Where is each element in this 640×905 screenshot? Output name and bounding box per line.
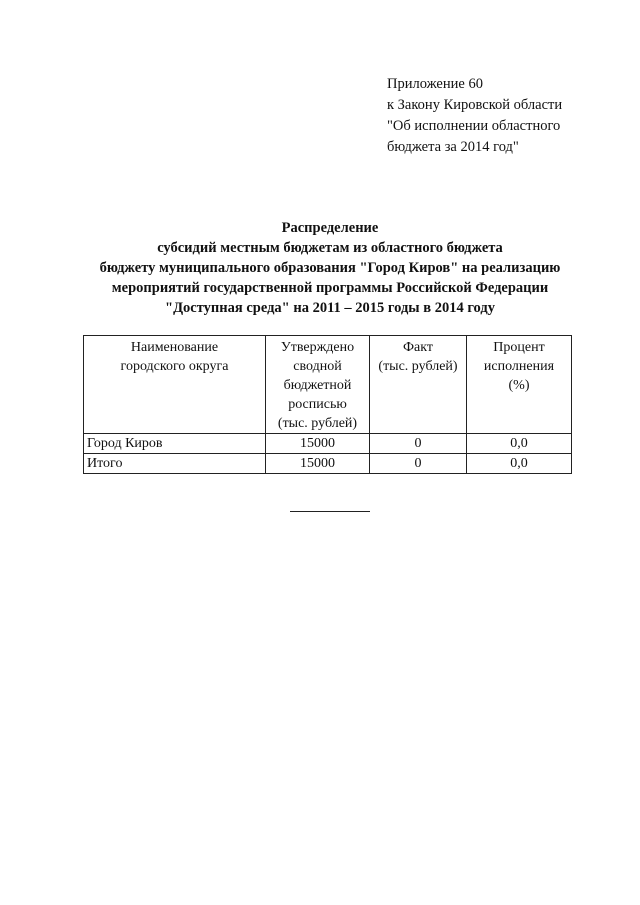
title-line: Распределение — [281, 220, 379, 236]
cell-percent: 0,0 — [467, 454, 572, 474]
cell-actual: 0 — [370, 434, 467, 454]
appendix-reference — [387, 74, 562, 158]
table-header-row — [84, 336, 572, 434]
header-percent: Процент исполнения (%) — [467, 336, 572, 434]
cell-name: Итого — [84, 454, 266, 474]
header-approved: Утверждено сводной бюджетной росписью (тыс. рублей) — [266, 336, 370, 434]
cell-name: Город Киров — [84, 434, 266, 454]
header-district-name: Наименование городского округа — [84, 336, 266, 434]
cell-approved: 15000 — [266, 454, 370, 474]
title-line: "Доступная среда" на 2011 – 2015 годы в 2014 году — [165, 300, 495, 316]
cell-percent: 0,0 — [467, 434, 572, 454]
title-line: субсидий местным бюджетам из областного бюджета — [157, 240, 503, 256]
appendix-line: "Об исполнении областного — [387, 118, 561, 134]
header-actual: Факт (тыс. рублей) — [370, 336, 467, 434]
end-divider — [290, 511, 370, 512]
cell-actual: 0 — [370, 454, 467, 474]
appendix-line: к Закону Кировской области — [387, 97, 563, 113]
table-row — [84, 434, 572, 454]
title-line: мероприятий государственной программы Российской Федерации — [111, 280, 549, 296]
appendix-line: бюджета за 2014 год" — [387, 139, 519, 155]
appendix-line: Приложение 60 — [387, 76, 483, 92]
title-line: бюджету муниципального образования "Город Киров" на реализацию — [99, 260, 561, 276]
document-title — [60, 218, 600, 318]
cell-approved: 15000 — [266, 434, 370, 454]
subsidy-table — [83, 335, 572, 474]
table-total-row — [84, 454, 572, 474]
